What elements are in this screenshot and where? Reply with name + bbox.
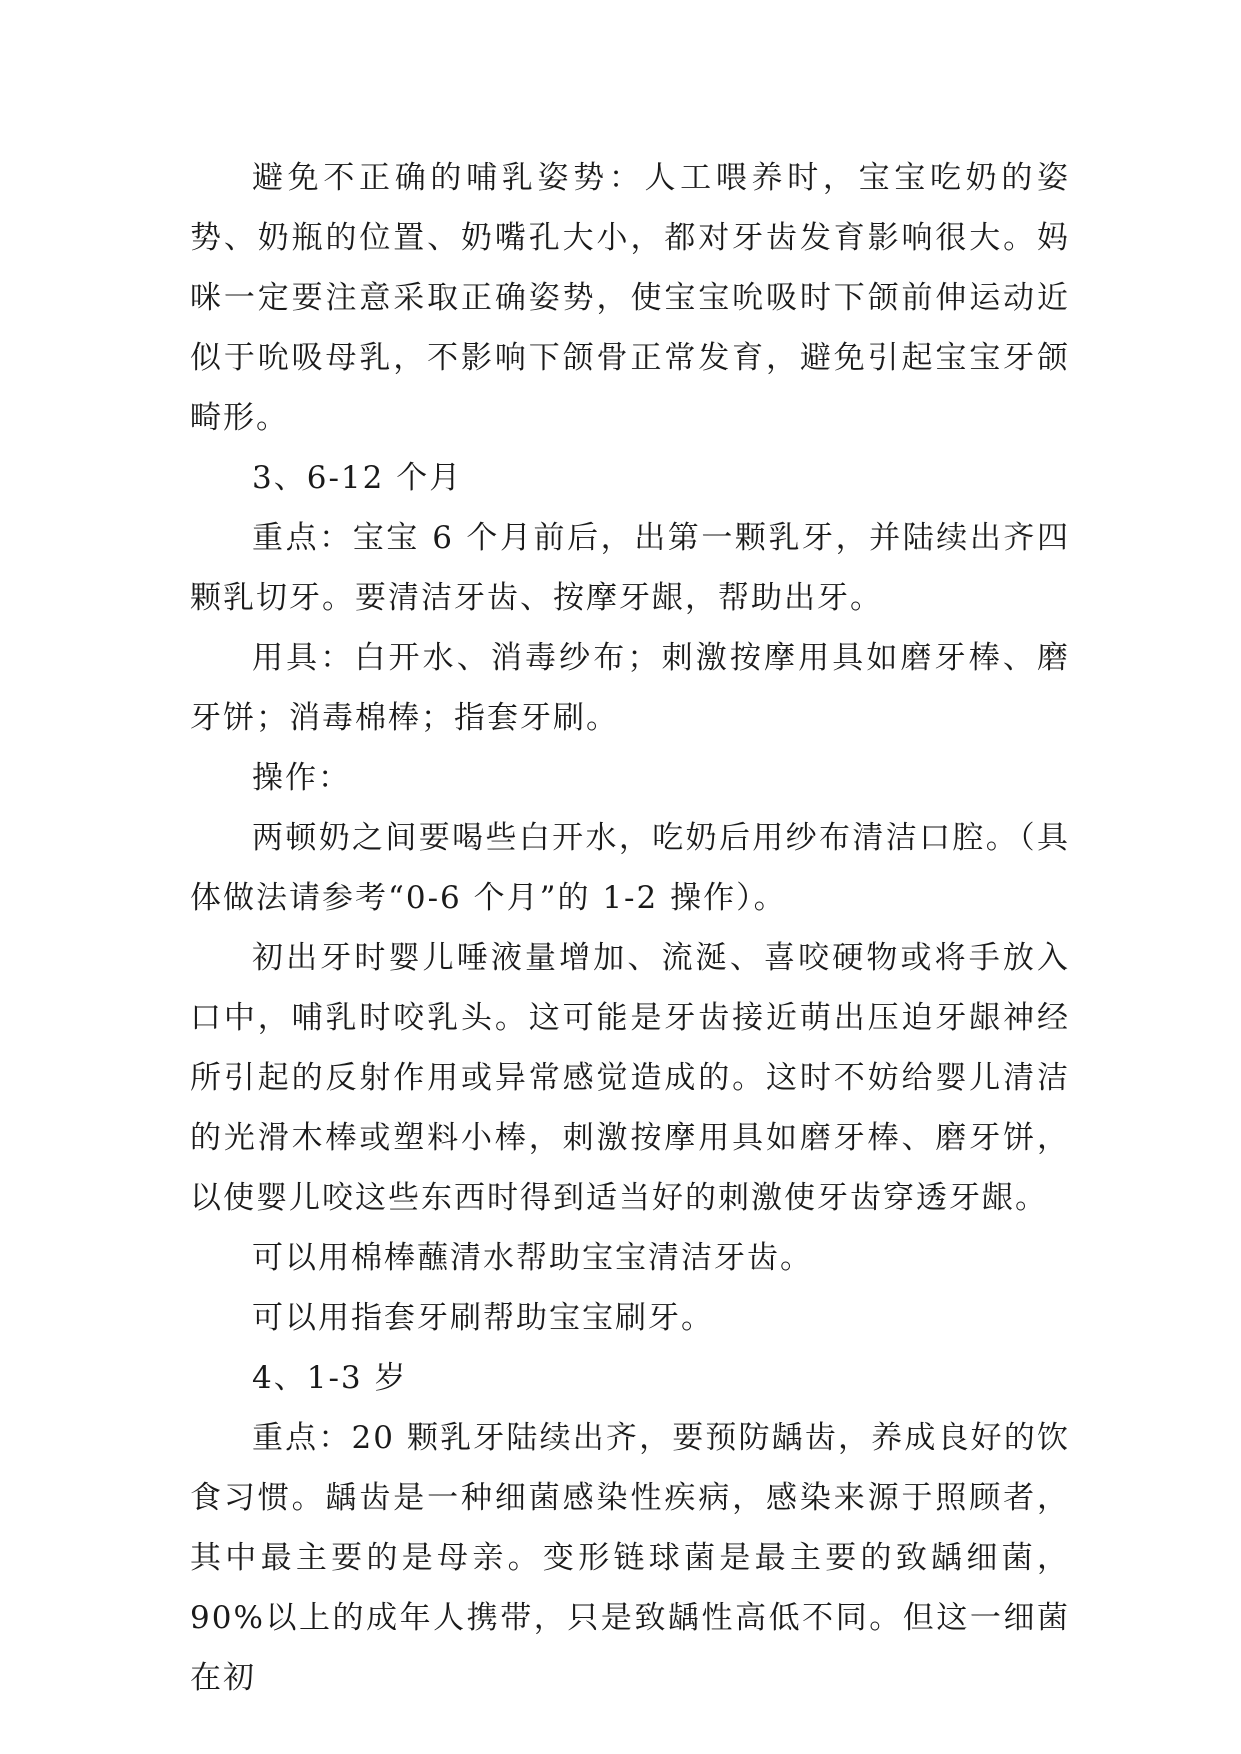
paragraph-finger-brush: 可以用指套牙刷帮助宝宝刷牙。 [252,1300,714,1336]
section-heading-1-3-years: 4、1-3 岁 [252,1360,408,1396]
paragraph-key-points-1-3: 重点：20 颗乳牙陆续出齐，要预防龋齿，养成良好的饮食习惯。龋齿是一种细菌感染性疾病，感染来源于照顾者，其中最主要的是母亲。变形链球菌是最主要的致龋细菌，90%以上的成年人携带，只是致龋性高低不同。但这一细菌在初 [190,1420,1070,1696]
paragraph-operation-label: 操作： [252,760,351,796]
paragraph-tools: 用具：白开水、消毒纱布；刺激按摩用具如磨牙棒、磨牙饼；消毒棉棒；指套牙刷。 [190,640,1070,736]
document-body [190,148,1070,1708]
paragraph-key-points-6-12: 重点：宝宝 6 个月前后，出第一颗乳牙，并陆续出齐四颗乳切牙。要清洁牙齿、按摩牙龈，帮助出牙。 [190,520,1070,616]
paragraph-water-gauze: 两顿奶之间要喝些白开水，吃奶后用纱布清洁口腔。（具体做法请参考“0-6 个月”的 1-2 操作）。 [190,820,1070,916]
section-heading-6-12-months: 3、6-12 个月 [252,460,463,496]
paragraph-cotton-swab: 可以用棉棒蘸清水帮助宝宝清洁牙齿。 [252,1240,813,1276]
paragraph-feeding-posture: 避免不正确的哺乳姿势：人工喂养时，宝宝吃奶的姿势、奶瓶的位置、奶嘴孔大小，都对牙齿发育影响很大。妈咪一定要注意采取正确姿势，使宝宝吮吸时下颌前伸运动近似于吮吸母乳，不影响下颌骨正常发育，避免引起宝宝牙颌畸形。 [190,160,1070,436]
paragraph-teething-symptoms: 初出牙时婴儿唾液量增加、流涎、喜咬硬物或将手放入口中，哺乳时咬乳头。这可能是牙齿接近萌出压迫牙龈神经所引起的反射作用或异常感觉造成的。这时不妨给婴儿清洁的光滑木棒或塑料小棒，刺激按摩用具如磨牙棒、磨牙饼，以使婴儿咬这些东西时得到适当好的刺激使牙齿穿透牙龈。 [190,940,1070,1216]
